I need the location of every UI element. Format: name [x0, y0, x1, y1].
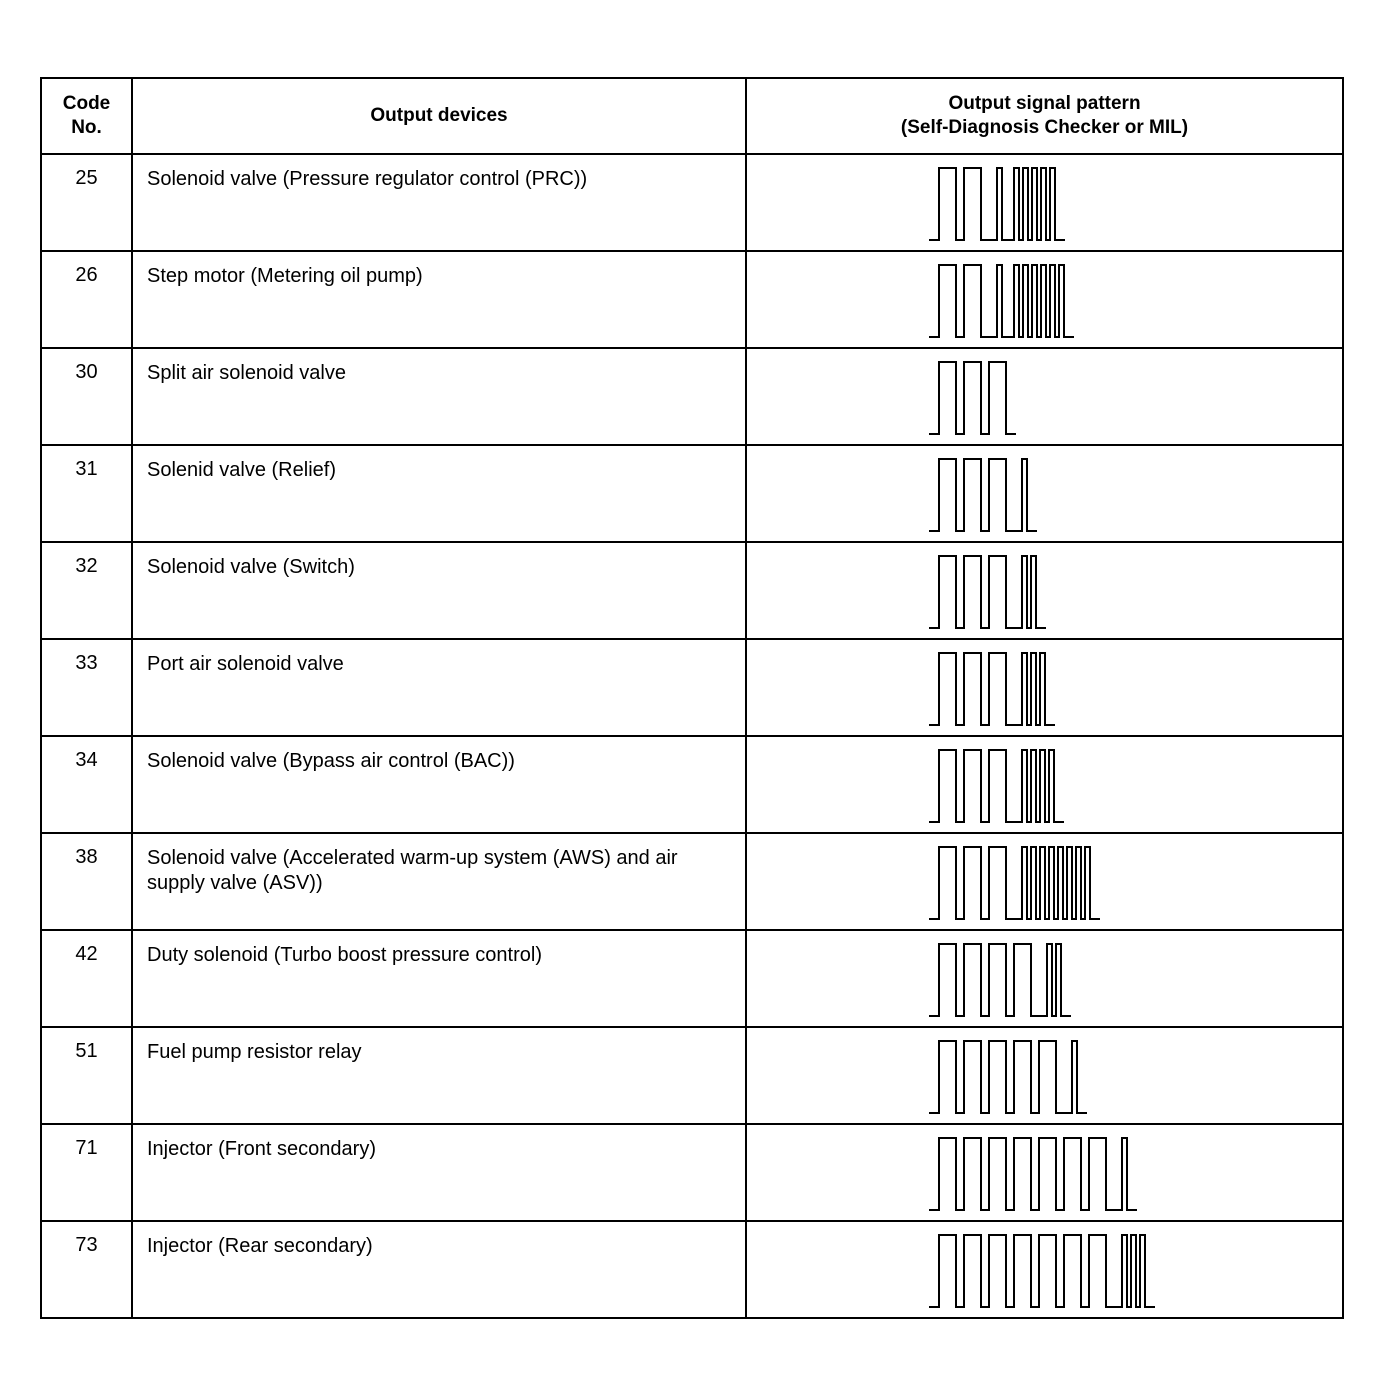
device-cell: Solenoid valve (Switch): [132, 542, 746, 639]
signal-pattern-cell: [746, 445, 1343, 542]
signal-pattern-cell: [746, 639, 1343, 736]
header-code-line2: No.: [71, 117, 102, 138]
output-devices-table: [40, 77, 1344, 1319]
code-cell: 30: [41, 348, 132, 445]
table-row: [41, 348, 1343, 445]
pulse-train: [929, 1235, 1155, 1307]
pulse-train: [929, 265, 1074, 337]
pulse-train: [929, 459, 1037, 531]
code-cell: 32: [41, 542, 132, 639]
pulse-train: [929, 847, 1100, 919]
signal-pattern-cell: [746, 542, 1343, 639]
pulse-train: [929, 653, 1055, 725]
signal-waveform: [747, 349, 1342, 444]
signal-waveform: [747, 155, 1342, 250]
signal-waveform: [747, 640, 1342, 735]
device-cell: Fuel pump resistor relay: [132, 1027, 746, 1124]
table-body: [41, 154, 1343, 1318]
table-row: [41, 736, 1343, 833]
header-row: [41, 78, 1343, 154]
pulse-train: [929, 362, 1016, 434]
code-cell: 26: [41, 251, 132, 348]
table-row: [41, 1027, 1343, 1124]
signal-waveform: [747, 834, 1342, 929]
code-cell: 25: [41, 154, 132, 251]
signal-pattern-cell: [746, 1221, 1343, 1318]
signal-waveform: [747, 446, 1342, 541]
code-cell: 34: [41, 736, 132, 833]
code-cell: 73: [41, 1221, 132, 1318]
signal-waveform: [747, 737, 1342, 832]
header-pattern-line1: Output signal pattern: [948, 93, 1141, 114]
table-row: [41, 251, 1343, 348]
pulse-train: [929, 750, 1064, 822]
device-cell: Split air solenoid valve: [132, 348, 746, 445]
pulse-train: [929, 168, 1065, 240]
signal-pattern-cell: [746, 736, 1343, 833]
device-cell: Solenoid valve (Accelerated warm-up system (AWS) and air supply valve (ASV)): [132, 833, 746, 930]
pulse-train: [929, 1041, 1087, 1113]
signal-pattern-cell: [746, 154, 1343, 251]
header-code-line1: Code: [62, 93, 111, 114]
signal-pattern-cell: [746, 1027, 1343, 1124]
device-cell: Solenoid valve (Pressure regulator control (PRC)): [132, 154, 746, 251]
signal-pattern-cell: [746, 930, 1343, 1027]
code-cell: 33: [41, 639, 132, 736]
signal-pattern-cell: [746, 251, 1343, 348]
device-cell: Solenoid valve (Bypass air control (BAC)): [132, 736, 746, 833]
signal-waveform: [747, 543, 1342, 638]
signal-waveform: [747, 1028, 1342, 1123]
signal-pattern-cell: [746, 348, 1343, 445]
header-pattern: [746, 78, 1343, 154]
table-row: [41, 1124, 1343, 1221]
code-cell: 51: [41, 1027, 132, 1124]
device-cell: Injector (Front secondary): [132, 1124, 746, 1221]
device-cell: Duty solenoid (Turbo boost pressure control): [132, 930, 746, 1027]
pulse-train: [929, 944, 1071, 1016]
signal-waveform: [747, 931, 1342, 1026]
device-cell: Solenid valve (Relief): [132, 445, 746, 542]
pulse-train: [929, 556, 1046, 628]
table-row: [41, 542, 1343, 639]
header-pattern-line2: (Self-Diagnosis Checker or MIL): [900, 117, 1189, 138]
table-row: [41, 930, 1343, 1027]
device-cell: Port air solenoid valve: [132, 639, 746, 736]
code-cell: 38: [41, 833, 132, 930]
code-cell: 42: [41, 930, 132, 1027]
pulse-train: [929, 1138, 1137, 1210]
signal-waveform: [747, 1125, 1342, 1220]
signal-waveform: [747, 252, 1342, 347]
table-row: [41, 833, 1343, 930]
device-cell: Step motor (Metering oil pump): [132, 251, 746, 348]
signal-pattern-cell: [746, 1124, 1343, 1221]
code-cell: 31: [41, 445, 132, 542]
table-row: [41, 639, 1343, 736]
table-row: [41, 445, 1343, 542]
code-cell: 71: [41, 1124, 132, 1221]
signal-pattern-cell: [746, 833, 1343, 930]
device-cell: Injector (Rear secondary): [132, 1221, 746, 1318]
table-row: [41, 1221, 1343, 1318]
header-code: [41, 78, 132, 154]
table-row: [41, 154, 1343, 251]
header-device: Output devices: [132, 78, 746, 154]
signal-waveform: [747, 1222, 1342, 1317]
